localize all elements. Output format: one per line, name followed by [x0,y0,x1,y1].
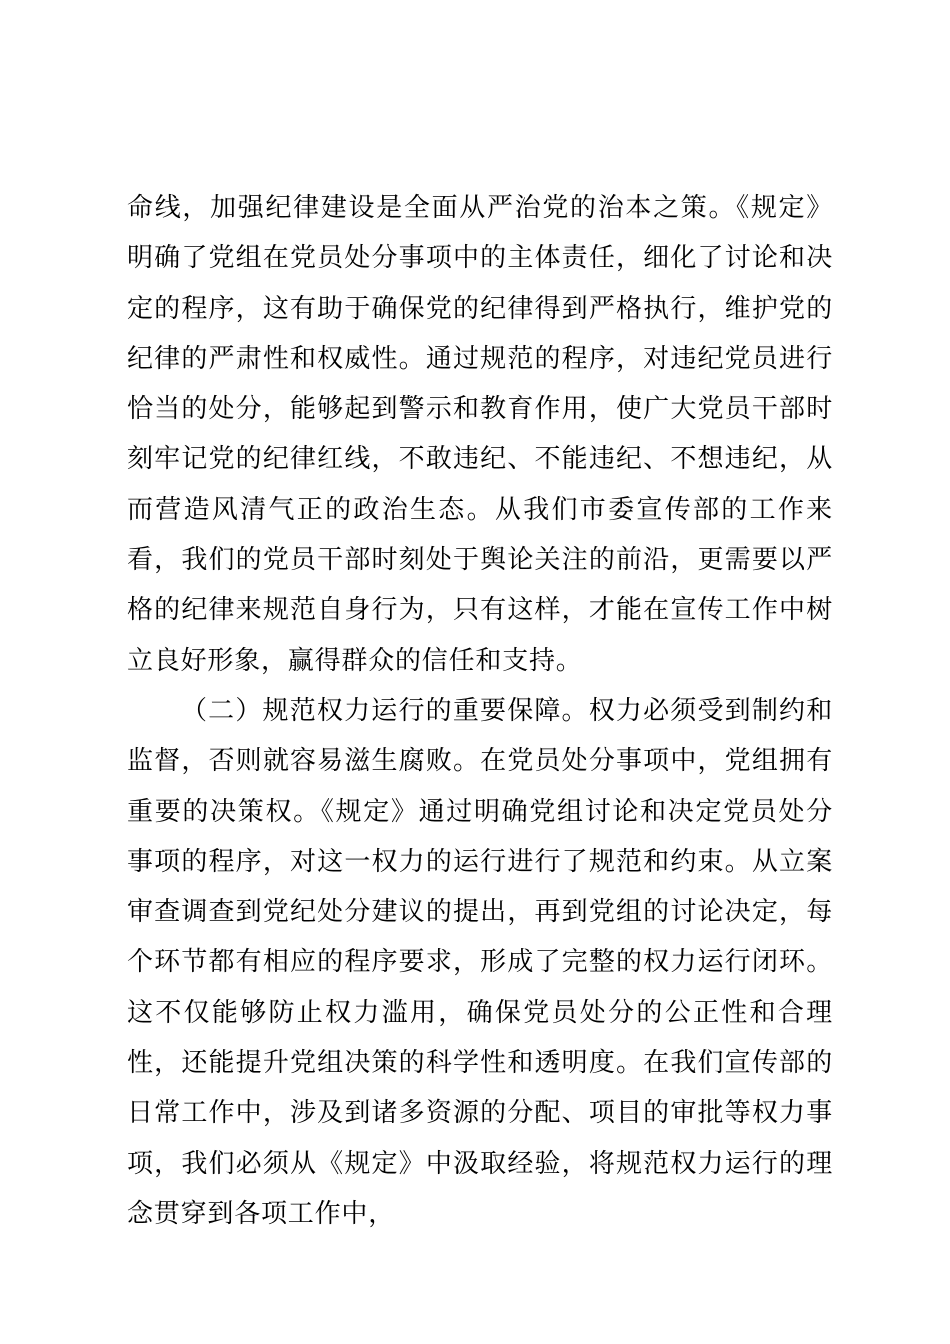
paragraph-section-two: （二）规范权力运行的重要保障。权力必须受到制约和监督，否则就容易滋生腐败。在党员处分事项中，党组拥有重要的决策权。《规定》通过明确党组讨论和决定党员处分事项的程序，对这一权力的运行进行了规范和约束。从立案审查调查到党纪处分建议的提出，再到党组的讨论决定，每个环节都有相应的程序要求，形成了完整的权力运行闭环。这不仅能够防止权力滥用，确保党员处分的公正性和合理性，还能提升党组决策的科学性和透明度。在我们宣传部的日常工作中，涉及到诸多资源的分配、项目的审批等权力事项，我们必须从《规定》中汲取经验，将规范权力运行的理念贯穿到各项工作中， [127,695,833,1229]
paragraph-continuation: 命线，加强纪律建设是全面从严治党的治本之策。《规定》明确了党组在党员处分事项中的主体责任，细化了讨论和决定的程序，这有助于确保党的纪律得到严格执行，维护党的纪律的严肃性和权威性。通过规范的程序，对违纪党员进行恰当的处分，能够起到警示和教育作用，使广大党员干部时刻牢记党的纪律红线，不敢违纪、不能违纪、不想违纪，从而营造风清气正的政治生态。从我们市委宣传部的工作来看，我们的党员干部时刻处于舆论关注的前沿，更需要以严格的纪律来规范自身行为，只有这样，才能在宣传工作中树立良好形象，赢得群众的信任和支持。 [127,193,833,676]
document-body [127,183,833,1239]
